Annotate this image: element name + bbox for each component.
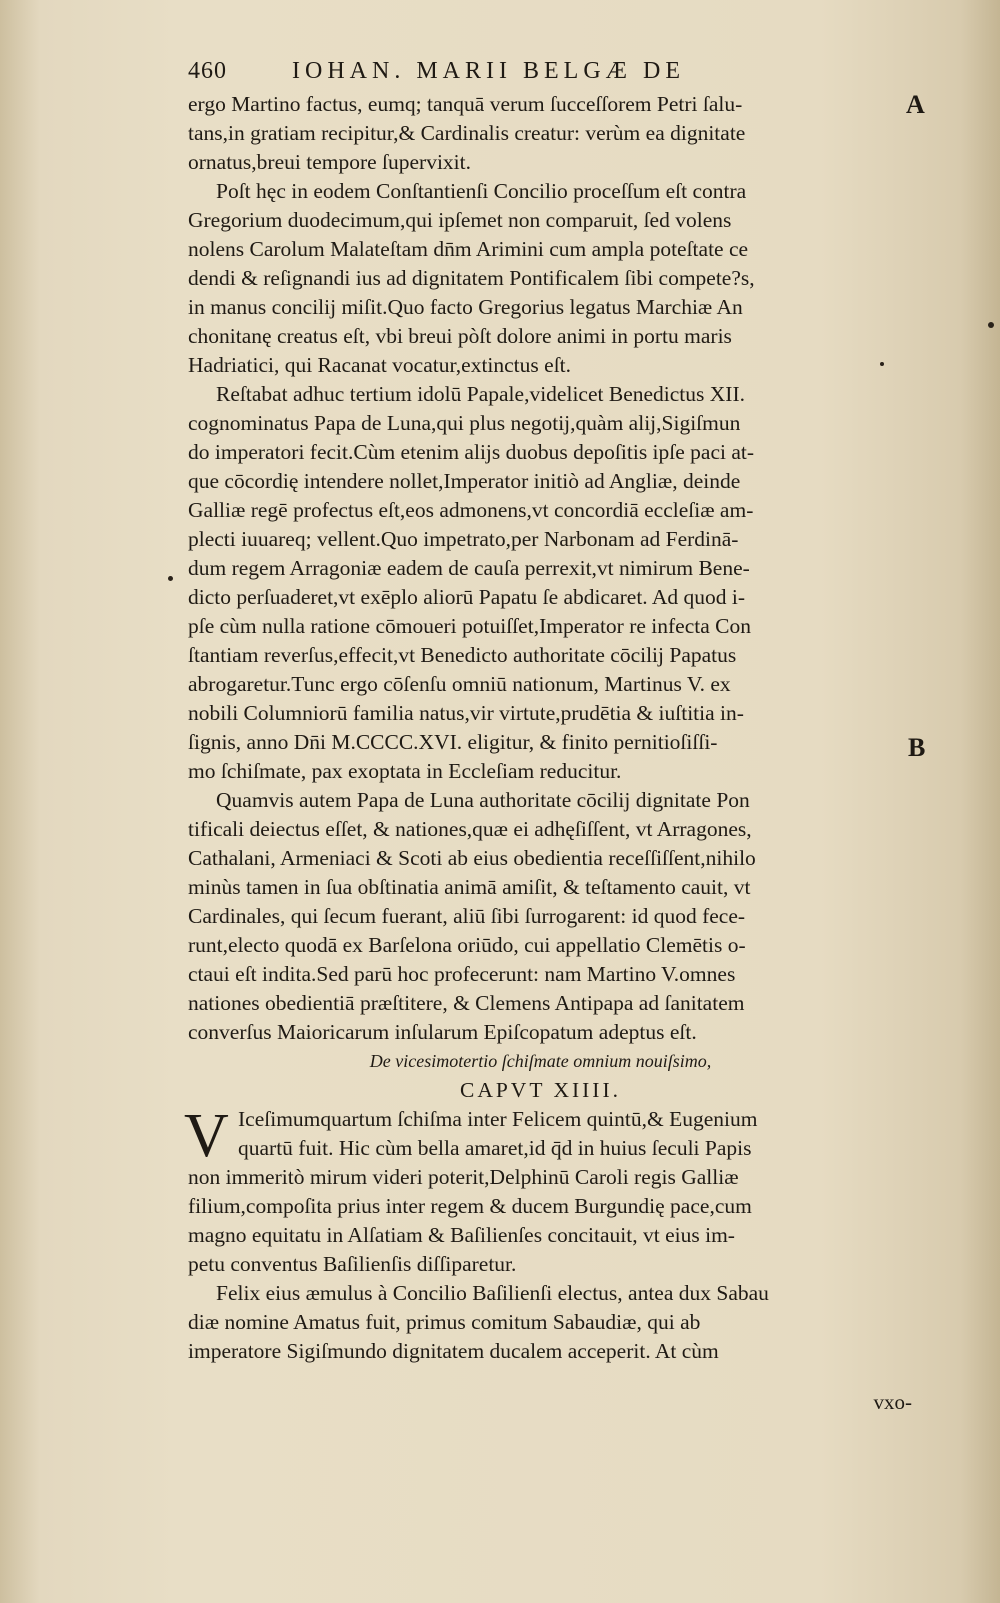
page-number: 460 <box>188 58 227 84</box>
text-line: cognominatus Papa de Luna,qui plus negotij,quàm alij,Sigiſmun <box>188 411 741 435</box>
text-line: do imperatori fecit.Cùm etenim alijs duobus depoſitis ipſe paci at- <box>188 440 755 464</box>
text-line: que cōcordię intendere nollet,Imperator initiò ad Angliæ, deinde <box>188 469 741 493</box>
drop-cap: V <box>184 1102 229 1170</box>
text-line: in manus concilij miſit.Quo facto Gregorius legatus Marchiæ An <box>188 295 743 319</box>
body-text <box>184 90 893 1366</box>
text-line: ornatus,breui tempore ſupervixit. <box>188 150 472 174</box>
text-line: filium,compoſita prius inter regem & ducem Burgundię pace,cum <box>188 1194 752 1218</box>
text-line: Hadriatici, qui Racanat vocatur,extinctus eſt. <box>188 353 572 377</box>
text-line: non immeritò mirum videri poterit,Delphinū Caroli regis Galliæ <box>188 1165 739 1189</box>
text-line: Gregorium duodecimum,qui ipſemet non comparuit, ſed volens <box>188 208 732 232</box>
text-line: ſignis, anno Dn̄i M.CCCC.XVI. eligitur, & finito pernitioſiſſi- <box>188 730 718 754</box>
text-line: quartū fuit. Hic cùm bella amaret,id q̄d in huius ſeculi Papis <box>238 1136 752 1160</box>
text-line: Quamvis autem Papa de Luna authoritate cōcilij dignitate Pon <box>216 788 750 812</box>
text-line: diæ nomine Amatus fuit, primus comitum Sabaudiæ, qui ab <box>188 1310 701 1334</box>
margin-mark-b: B <box>908 733 926 762</box>
text-line: converſus Maioricarum inſularum Epiſcopatum adeptus eſt. <box>188 1020 697 1044</box>
text-line: Reſtabat adhuc tertium idolū Papale,videlicet Benedictus XII. <box>216 382 745 406</box>
text-line: dendi & reſignandi ius ad dignitatem Pontificalem ſibi compete?s, <box>188 266 755 290</box>
text-line: nolens Carolum Malateſtam dn̄m Arimini cum ampla poteſtate ce <box>188 237 749 261</box>
text-line: Poſt hęc in eodem Conſtantienſi Concilio proceſſum eſt contra <box>216 179 747 203</box>
text-line: mo ſchiſmate, pax exoptata in Eccleſiam reducitur. <box>188 759 622 783</box>
text-line: imperatore Sigiſmundo dignitatem ducalem acceperit. At cùm <box>188 1339 719 1363</box>
ink-spot <box>880 362 884 366</box>
text-line: ſtantiam reverſus,effecit,vt Benedicto authoritate cōcilij Papatus <box>188 643 737 667</box>
text-line: dicto perſuaderet,vt exēplo aliorū Papatu ſe abdicaret. Ad quod i- <box>188 585 746 609</box>
text-line: nobili Columniorū familia natus,vir virtute,prudētia & iuſtitia in- <box>188 701 744 725</box>
text-line: nationes obedientiā præſtitere, & Clemens Antipapa ad ſanitatem <box>188 991 745 1015</box>
text-line: plecti iuuareq; vellent.Quo impetrato,per Narbonam ad Ferdinā- <box>188 527 739 551</box>
section-heading: De vicesimotertio ſchiſmate omnium nouiſsimo, <box>369 1051 712 1071</box>
chapter-heading: CAPVT XIIII. <box>459 1078 621 1102</box>
text-line: pſe cùm nulla ratione cōmoueri potuiſſet,Imperator re infecta Con <box>188 614 751 638</box>
text-line: dum regem Arragoniæ eadem de cauſa perrexit,vt nimirum Bene- <box>188 556 750 580</box>
text-line: Galliæ regē profectus eſt,eos admonens,vt concordiā eccleſiæ am- <box>188 498 754 522</box>
ink-spot <box>168 576 173 581</box>
text-line: Felix eius æmulus à Concilio Baſilienſi electus, antea dux Sabau <box>216 1281 769 1305</box>
running-head <box>188 58 808 85</box>
ink-spot <box>988 322 994 328</box>
text-line: magno equitatu in Alſatiam & Baſilienſes concitauit, vt eius im- <box>188 1223 735 1247</box>
text-line: petu conventus Baſilienſis diſſiparetur. <box>188 1252 517 1276</box>
text-line: minùs tamen in ſua obſtinatia animā amiſit, & teſtamento cauit, vt <box>188 875 751 899</box>
text-line: ergo Martino factus, eumq; tanquā verum ſucceſſorem Petri ſalu- <box>188 92 743 116</box>
text-line: Cardinales, qui ſecum fuerant, aliū ſibi ſurrogarent: id quod fece- <box>188 904 746 928</box>
text-line: Cathalani, Armeniaci & Scoti ab eius obedientia receſſiſſent,nihilo <box>188 846 756 870</box>
text-line-content: Iceſimumquartum ſchiſma inter Felicem quintū,& Eugenium <box>238 1107 758 1131</box>
text-line: chonitanę creatus eſt, vbi breui pòſt dolore animi in portu maris <box>188 324 732 348</box>
running-title: IOHAN. MARII BELGÆ DE <box>292 58 685 84</box>
text-line: runt,electo quodā ex Barſelona oriūdo, cui appellatio Clemētis o- <box>188 933 746 957</box>
text-line: abrogaretur.Tunc ergo cōſenſu omniū nationum, Martinus V. ex <box>188 672 731 696</box>
text-line: tans,in gratiam recipitur,& Cardinalis creatur: verùm ea dignitate <box>188 121 746 145</box>
margin-mark-a: A <box>906 90 925 119</box>
text-line: tificali deiectus eſſet, & nationes,quæ ei adhęſiſſent, vt Arragones, <box>188 817 752 841</box>
text-line: ctaui eſt indita.Sed parū hoc profecerunt: nam Martino V.omnes <box>188 962 736 986</box>
catchword: vxo- <box>873 1390 912 1414</box>
